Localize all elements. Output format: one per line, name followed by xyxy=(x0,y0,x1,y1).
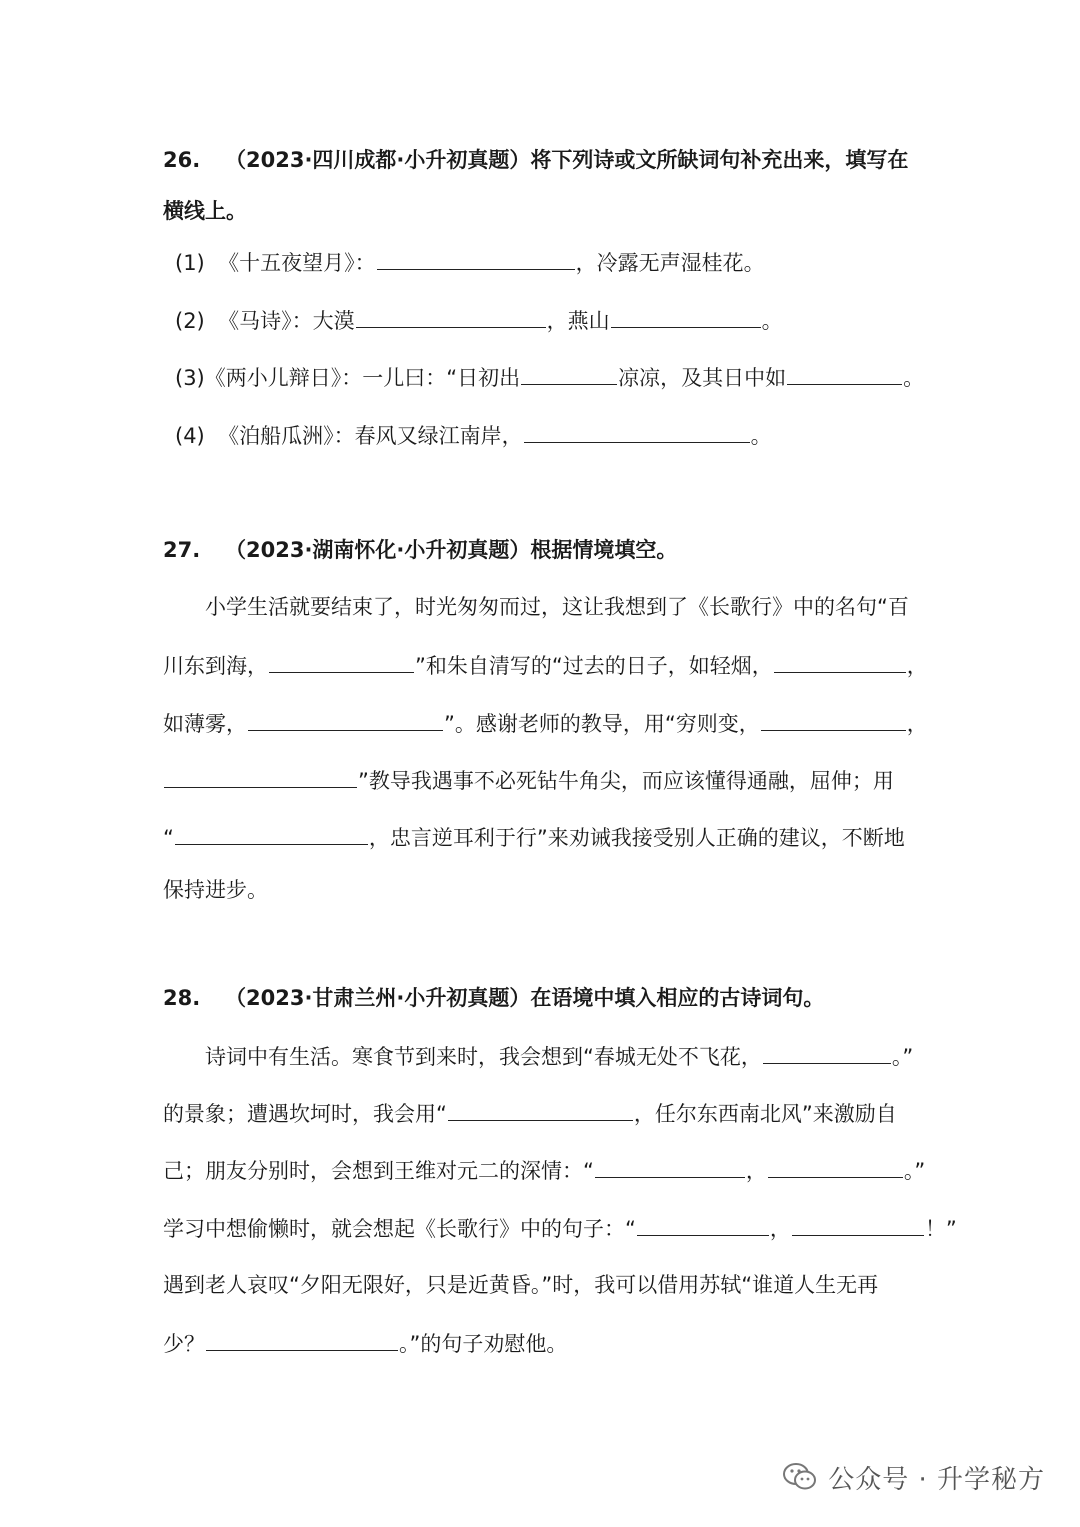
answer-blank[interactable] xyxy=(761,708,906,731)
q28-line-2 xyxy=(163,1098,897,1128)
wechat-icon xyxy=(782,1459,818,1495)
q28-instruction: 在语境中填入相应的古诗词句。 xyxy=(530,986,825,1010)
item-text: ，燕山 xyxy=(546,309,610,333)
item-number: (3) xyxy=(175,366,205,390)
item-text: 。 xyxy=(761,309,783,333)
text-run: 如薄雾， xyxy=(163,712,247,736)
text-run: 己；朋友分别时，会想到王维对元二的深情：“ xyxy=(163,1159,594,1183)
text-run: 学习中想偷懒时，就会想起《长歌行》中的句子：“ xyxy=(163,1217,636,1241)
item-text: 凉凉，及其日中如 xyxy=(618,366,787,390)
answer-blank[interactable] xyxy=(774,650,906,673)
answer-blank[interactable] xyxy=(792,1213,924,1236)
answer-blank[interactable] xyxy=(521,362,617,385)
answer-blank[interactable] xyxy=(248,708,443,731)
text-run: ，忠言逆耳利于行”来劝诫我接受别人正确的建议，不断地 xyxy=(368,826,905,850)
q26-heading xyxy=(163,145,908,175)
item-text: 。 xyxy=(903,366,925,390)
answer-blank[interactable] xyxy=(763,1041,891,1064)
q26-instruction: 将下列诗或文所缺词句补充出来，填写在 xyxy=(530,148,909,172)
answer-blank[interactable] xyxy=(611,305,761,328)
item-text: ，冷露无声湿桂花。 xyxy=(575,251,765,275)
q27-line-5 xyxy=(163,822,905,852)
answer-blank[interactable] xyxy=(164,765,357,788)
text-run: ！” xyxy=(924,1217,957,1241)
text-run: 少？ xyxy=(163,1332,205,1356)
q27-number: 27. xyxy=(163,538,201,562)
q27-line-2 xyxy=(163,650,928,680)
item-text: 《马诗》：大漠 xyxy=(218,309,355,333)
text-run: 。” xyxy=(903,1159,926,1183)
text-run: ”教导我遇事不必死钻牛角尖，而应该懂得通融，屈伸；用 xyxy=(358,769,894,793)
item-text: 。 xyxy=(750,424,772,448)
answer-blank[interactable] xyxy=(377,247,575,270)
q26-instruction-cont: 横线上。 xyxy=(163,199,247,223)
watermark-text: 公众号 · 升学秘方 xyxy=(828,1464,1045,1495)
item-number: (4) xyxy=(175,424,205,448)
q26-item-1 xyxy=(175,247,765,277)
text-run: ，任尔东西南北风”来激励自 xyxy=(633,1102,897,1126)
answer-blank[interactable] xyxy=(175,822,368,845)
answer-blank[interactable] xyxy=(524,420,750,443)
answer-blank[interactable] xyxy=(787,362,902,385)
item-text: 《两小儿辩日》：一儿曰：“日初出 xyxy=(204,366,521,390)
q28-line-4 xyxy=(163,1213,957,1243)
text-run: 诗词中有生活。寒食节到来时，我会想到“春城无处不飞花， xyxy=(205,1045,762,1069)
q28-line-6 xyxy=(163,1328,567,1358)
q26-source: （2023·四川成都·小升初真题） xyxy=(225,148,531,172)
q26-item-2 xyxy=(175,305,783,335)
answer-blank[interactable] xyxy=(356,305,546,328)
q27-heading xyxy=(163,535,677,565)
q28-source: （2023·甘肃兰州·小升初真题） xyxy=(225,986,531,1010)
q26-item-3 xyxy=(175,362,924,392)
text-run: ， xyxy=(906,712,928,736)
answer-blank[interactable] xyxy=(595,1155,745,1178)
q27-line-1: 小学生活就要结束了，时光匆匆而过，这让我想到了《长歌行》中的名句“百 xyxy=(205,595,909,619)
text-run: ， xyxy=(769,1217,791,1241)
answer-blank[interactable] xyxy=(768,1155,903,1178)
text-run: ”。感谢老师的教导，用“穷则变， xyxy=(444,712,760,736)
wechat-watermark xyxy=(782,1457,1045,1497)
q27-instruction: 根据情境填空。 xyxy=(530,538,678,562)
q28-line-5: 遇到老人哀叹“夕阳无限好，只是近黄昏。”时，我可以借用苏轼“谁道人生无再 xyxy=(163,1273,879,1297)
text-run: 川东到海， xyxy=(163,654,268,678)
answer-blank[interactable] xyxy=(206,1328,398,1351)
item-text: 《泊船瓜洲》：春风又绿江南岸， xyxy=(218,424,523,448)
text-run: “ xyxy=(163,826,174,850)
text-run: ， xyxy=(906,654,928,678)
q28-heading xyxy=(163,983,824,1013)
q27-source: （2023·湖南怀化·小升初真题） xyxy=(225,538,531,562)
q27-line-3 xyxy=(163,708,928,738)
answer-blank[interactable] xyxy=(448,1098,633,1121)
q28-line-1 xyxy=(205,1041,913,1071)
q27-line-4 xyxy=(163,765,894,795)
q28-line-3 xyxy=(163,1155,925,1185)
item-number: (1) xyxy=(175,251,205,275)
text-run: 的景象；遭遇坎坷时，我会用“ xyxy=(163,1102,447,1126)
answer-blank[interactable] xyxy=(637,1213,769,1236)
item-number: (2) xyxy=(175,309,205,333)
answer-blank[interactable] xyxy=(269,650,414,673)
q26-item-4 xyxy=(175,420,772,450)
text-run: ， xyxy=(745,1159,767,1183)
text-run: 。” xyxy=(891,1045,914,1069)
q27-line-6: 保持进步。 xyxy=(163,878,268,902)
q26-number: 26. xyxy=(163,148,201,172)
text-run: ”和朱自清写的“过去的日子，如轻烟， xyxy=(415,654,773,678)
item-text: 《十五夜望月》： xyxy=(218,251,376,275)
text-run: 。”的句子劝慰他。 xyxy=(399,1332,568,1356)
q28-number: 28. xyxy=(163,986,201,1010)
